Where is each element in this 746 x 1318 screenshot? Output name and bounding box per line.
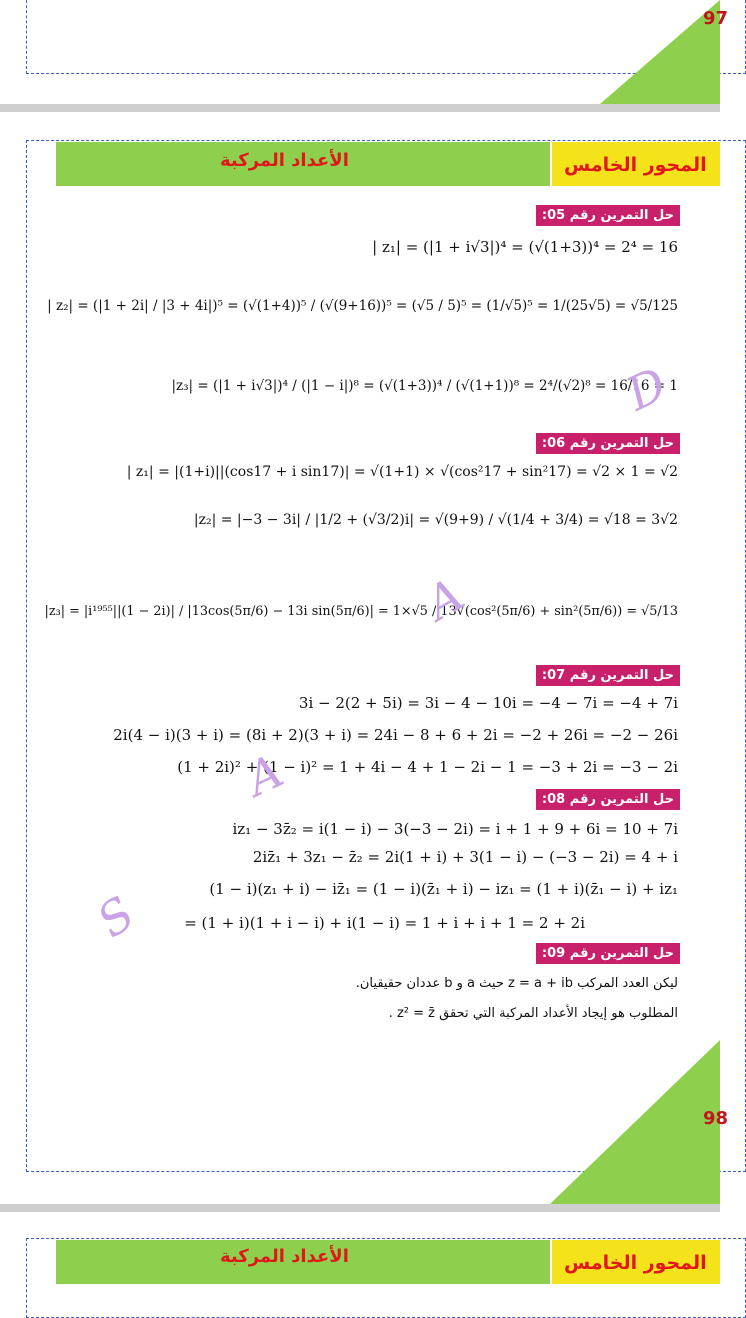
corner-triangle-top (550, 0, 720, 104)
ex08-eq1: iz₁ − 3z̄₂ = i(1 − i) − 3(−3 − 2i) = i + 1 + 9 + 6i = 10 + 7i (232, 820, 678, 838)
watermark-letter-s: S (87, 885, 145, 949)
exercise-06-label: حل التمرين رقم 06: (536, 433, 680, 454)
ex05-eq1: | z₁| = (|1 + i√3|)⁴ = (√(1+3))⁴ = 2⁴ = 16 (372, 238, 678, 256)
ex08-eq4: = (1 + i)(1 + i − i) + i(1 − i) = 1 + i + i + 1 = 2 + 2i (184, 914, 585, 932)
exercise-09-label: حل التمرين رقم 09: (536, 943, 680, 964)
ex06-eq1: | z₁| = |(1+i)||(cos17 + i sin17)| = √(1+1) × √(cos²17 + sin²17) = √2 × 1 = √2 (126, 464, 678, 480)
page-separator-2 (0, 1204, 720, 1212)
page-separator (0, 104, 720, 112)
ex05-eq3: |z₃| = (|1 + i√3|)⁴ / (|1 − i|)⁸ = (√(1+3))⁴ / (√(1+1))⁸ = 2⁴/(√2)⁸ = 16/16 = 1 (171, 378, 678, 394)
page-number-middle: 98 (703, 1108, 729, 1129)
ex07-eq3: (1 + 2i)² + (1 − i)² = 1 + 4i − 4 + 1 − 2i − 1 = −3 + 2i = −3 − 2i (177, 758, 678, 776)
exercise-08-label: حل التمرين رقم 08: (536, 789, 680, 810)
ex06-eq2: |z₂| = |−3 − 3i| / |1/2 + (√3/2)i| = √(9+9) / √(1/4 + 3/4) = √18 = 3√2 (193, 512, 678, 528)
exercise-05-label: حل التمرين رقم 05: (536, 205, 680, 226)
watermark-letter-d: D (618, 356, 675, 422)
header-axis-2: المحور الخامس (564, 1252, 707, 1274)
watermark-letter-a2: A (238, 743, 292, 807)
watermark-letter-a1: A (416, 567, 473, 631)
header-axis: المحور الخامس (564, 154, 707, 176)
header-title-2: الأعداد المركبة (220, 1246, 349, 1267)
ex09-line1: ليكن العدد المركب z = a + ib حيث a و b عددان حقيقيان. (355, 976, 678, 991)
ex08-eq3: (1 − i)(z₁ + i) − iz̄₁ = (1 − i)(z̄₁ + i) − iz₁ = (1 + i)(z̄₁ − i) + iz₁ (209, 880, 678, 898)
header-title: الأعداد المركبة (220, 150, 349, 171)
exercise-07-label: حل التمرين رقم 07: (536, 665, 680, 686)
ex07-eq1: 3i − 2(2 + 5i) = 3i − 4 − 10i = −4 − 7i = −4 + 7i (298, 694, 678, 712)
ex05-eq2: | z₂| = (|1 + 2i| / |3 + 4i|)⁵ = (√(1+4))⁵ / (√(9+16))⁵ = (√5 / 5)⁵ = (1/√5)⁵ = 1/(25√5) = √5/125 (47, 298, 678, 314)
ex07-eq2: 2i(4 − i)(3 + i) = (8i + 2)(3 + i) = 24i − 8 + 6 + 2i = −2 + 26i = −2 − 26i (113, 726, 678, 744)
ex09-line2: المطلوب هو إيجاد الأعداد المركبة التي تحقق z² = z̄ . (388, 1006, 678, 1021)
corner-triangle-mid (550, 1040, 720, 1204)
page-number-top: 97 (703, 8, 729, 29)
ex08-eq2: 2iz̄₁ + 3z₁ − z̄₂ = 2i(1 + i) + 3(1 − i) − (−3 − 2i) = 4 + i (252, 848, 678, 866)
ex06-eq3: |z₃| = |i¹⁹⁵⁵||(1 − 2i)| / |13cos(5π/6) − 13i sin(5π/6)| = 1×√5 / 13√(cos²(5π/6) + sin²(5π/6)) = √5/13 (44, 604, 678, 619)
